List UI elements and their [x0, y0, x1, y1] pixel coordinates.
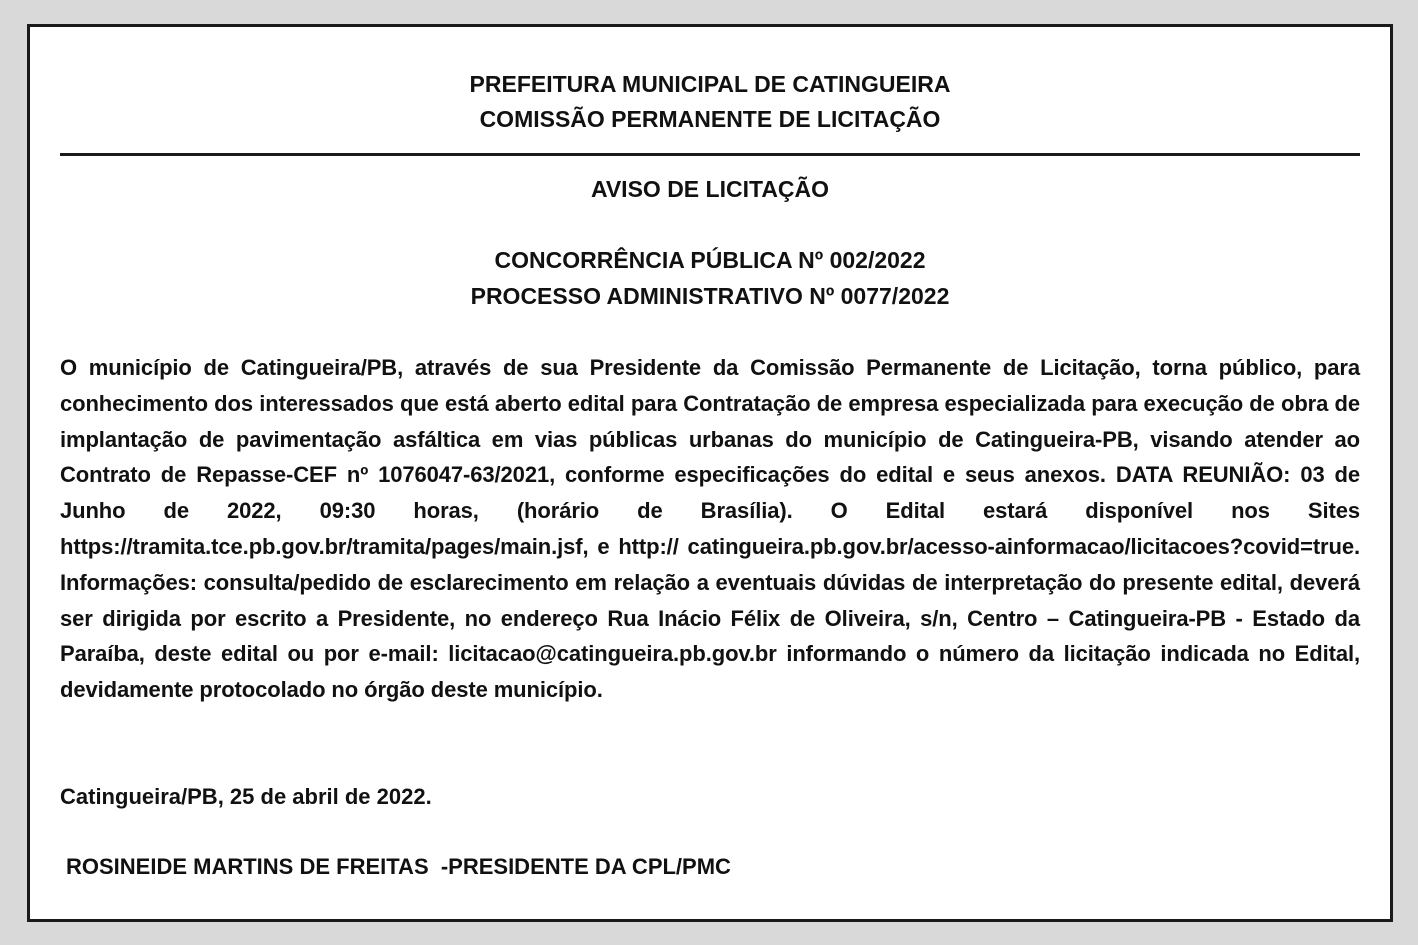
header-commission: COMISSÃO PERMANENTE DE LICITAÇÃO: [479, 106, 941, 132]
header-divider: [60, 153, 1360, 156]
notice-references: [30, 242, 1390, 314]
notice-title: AVISO DE LICITAÇÃO: [590, 176, 830, 202]
processo-number: PROCESSO ADMINISTRATIVO Nº 0077/2022: [470, 283, 950, 309]
concorrencia-number: CONCORRÊNCIA PÚBLICA Nº 002/2022: [494, 247, 926, 273]
licitacao-notice: [27, 24, 1393, 922]
header-municipality: PREFEITURA MUNICIPAL DE CATINGUEIRA: [469, 71, 951, 97]
notice-date: Catingueira/PB, 25 de abril de 2022.: [60, 784, 432, 809]
notice-header: [30, 67, 1390, 137]
notice-body: O município de Catingueira/PB, através de sua Presidente da Comissão Permanente de Licitação, torna público, para conhecimento dos interessados que está aberto edital para Contratação de empresa especializada para execução de obra de implantação de pavimentação asfáltica em vias públicas urbanas do município de Catingueira-PB, visando atender ao Contrato de Repasse-CEF nº 1076047-63/2021, conforme especificações do edital e seus anexos. DATA REUNIÃO: 03 de Junho de 2022, 09:30 horas, (horário de Brasília). O Edital estará disponível nos Sites https://tramita.tce.pb.gov.br/tramita/pages/main.jsf, e http:// catingueira.pb.gov.br/acesso-ainformacao/licitacoes?covid=true. Informações: consulta/pedido de esclarecimento em relação a eventuais dúvidas de interpretação do presente edital, deverá ser dirigida por escrito a Presidente, no endereço Rua Inácio Félix de Oliveira, s/n, Centro – Catingueira-PB - Estado da Paraíba, deste edital ou por e-mail: licitacao@catingueira.pb.gov.br informando o número da licitação indicada no Edital, devidamente protocolado no órgão deste município.: [60, 355, 1360, 703]
notice-signature: ROSINEIDE MARTINS DE FREITAS -PRESIDENTE DA CPL/PMC: [66, 854, 731, 879]
